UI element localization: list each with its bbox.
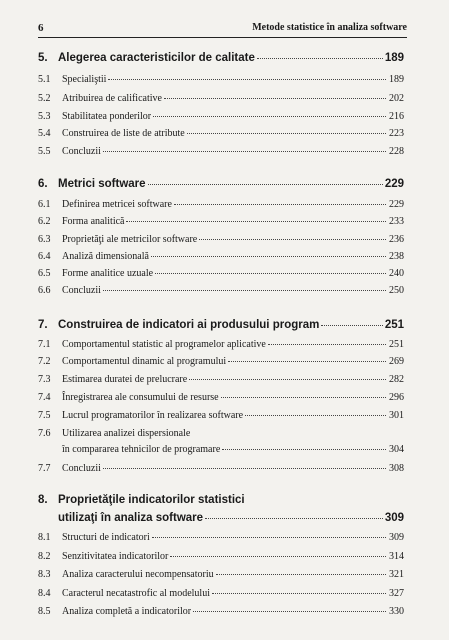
leader-dots [222,449,386,450]
toc-entry [38,428,404,439]
chapter-heading [38,494,404,506]
chapter-page: 189 [384,52,404,64]
entry-page: 296 [389,392,404,403]
toc-entry [38,251,404,262]
leader-dots [108,79,386,80]
entry-page: 202 [389,93,404,104]
entry-title: Analiză dimensională [62,251,149,262]
entry-page: 216 [389,111,404,122]
entry-page: 229 [389,199,404,210]
leader-dots [216,574,386,575]
leader-dots [155,273,386,274]
page-header [38,18,407,38]
leader-dots [221,397,386,398]
entry-title: Concluzii [62,146,101,157]
entry-title: Senzitivitatea indicatorilor [62,551,169,562]
entry-number: 7.1 [38,339,51,350]
leader-dots [152,537,386,538]
chapter-title-continued: utilizaţi în analiza software [58,512,204,524]
header-rule [38,37,407,38]
entry-title: Stabilitatea ponderilor [62,111,152,122]
entry-number: 8.5 [38,606,51,617]
entry-page: 282 [389,374,404,385]
entry-page: 321 [389,569,404,580]
toc-entry [38,111,404,122]
entry-page: 327 [389,588,404,599]
entry-title: Analiza caracterului necompensatoriu [62,569,214,580]
entry-number: 6.2 [38,216,51,227]
entry-number: 8.4 [38,588,51,599]
entry-number: 6.6 [38,285,51,296]
entry-number: 6.1 [38,199,51,210]
toc-entry [38,199,404,210]
entry-page: 314 [389,551,404,562]
leader-dots [199,239,386,240]
entry-title: Înregistrarea ale consumului de resurse [62,392,219,403]
entry-page: 236 [389,234,404,245]
entry-title: Atribuirea de calificative [62,93,162,104]
entry-number: 7.7 [38,463,51,474]
leader-dots [187,133,386,134]
entry-number: 8.3 [38,569,51,580]
leader-dots [174,204,386,205]
toc-entry [38,588,404,599]
entry-title: Specialiştii [62,74,107,85]
page-number: 6 [38,22,44,34]
entry-number: 5.3 [38,111,51,122]
entry-number: 5.5 [38,146,51,157]
toc-entry [38,285,404,296]
entry-number: 7.4 [38,392,51,403]
entry-title: Concluzii [62,285,101,296]
chapter-page: 251 [384,319,404,331]
leader-dots [153,116,386,117]
entry-page: 238 [389,251,404,262]
leader-dots [151,256,386,257]
chapter-heading-continuation [38,512,404,524]
toc-entry [38,374,404,385]
leader-dots [321,325,382,326]
leader-dots [103,290,386,291]
leader-dots [257,58,383,59]
leader-dots [103,151,386,152]
entry-page: 228 [389,146,404,157]
entry-page: 308 [389,463,404,474]
entry-page: 189 [389,74,404,85]
chapter-title: Metrici software [58,178,146,190]
chapter-title: Construirea de indicatori ai produsului program [58,319,320,331]
chapter-title: Alegerea caracteristicilor de calitate [58,52,255,64]
entry-title: Analiza completă a indicatorilor [62,606,192,617]
toc-entry [38,392,404,403]
leader-dots [126,221,386,222]
entry-title: Utilizarea analizei dispersionale [62,428,191,439]
toc-entry [38,93,404,104]
entry-number: 8.1 [38,532,51,543]
chapter-number: 8. [38,494,48,506]
entry-title: Structuri de indicatori [62,532,150,543]
toc-entry [38,339,404,350]
toc-entry [38,463,404,474]
toc-entry [38,410,404,421]
toc-entry-continuation [38,444,404,455]
entry-page: 240 [389,268,404,279]
chapter-number: 5. [38,52,48,64]
leader-dots [170,556,386,557]
entry-number: 8.2 [38,551,51,562]
leader-dots [268,344,386,345]
entry-title: Proprietăţi ale metricilor software [62,234,198,245]
toc-entry [38,606,404,617]
entry-page: 250 [389,285,404,296]
entry-title: Lucrul programatorilor în realizarea software [62,410,244,421]
chapter-heading [38,319,404,331]
chapter-heading [38,52,404,64]
running-title: Metode statistice în analiza software [252,22,407,33]
leader-dots [148,184,383,185]
entry-number: 5.2 [38,93,51,104]
leader-dots [245,415,386,416]
entry-number: 7.5 [38,410,51,421]
toc-entry [38,268,404,279]
chapter-page: 229 [384,178,404,190]
entry-number: 5.4 [38,128,51,139]
leader-dots [103,468,386,469]
entry-title: Caracterul necatastrofic al modelului [62,588,210,599]
chapter-title: Proprietăţile indicatorilor statistici [58,494,245,506]
toc-entry [38,532,404,543]
toc-entry [38,551,404,562]
toc-entry [38,216,404,227]
entry-title: Comportamentul statistic al programelor aplicative [62,339,266,350]
entry-number: 6.3 [38,234,51,245]
entry-title-continued: în compararea tehnicilor de programare [62,444,221,455]
toc-entry [38,74,404,85]
entry-number: 5.1 [38,74,51,85]
toc-entry [38,146,404,157]
leader-dots [228,361,386,362]
toc-entry [38,356,404,367]
entry-title: Concluzii [62,463,101,474]
entry-title: Definirea metricei software [62,199,172,210]
leader-dots [205,518,383,519]
entry-number: 6.4 [38,251,51,262]
entry-number: 6.5 [38,268,51,279]
leader-dots [164,98,386,99]
chapter-page: 309 [384,512,404,524]
entry-page: 223 [389,128,404,139]
leader-dots [193,611,386,612]
chapter-number: 7. [38,319,48,331]
entry-title: Estimarea duratei de prelucrare [62,374,188,385]
entry-page: 301 [389,410,404,421]
toc-entry [38,128,404,139]
leader-dots [212,593,386,594]
entry-page: 330 [389,606,404,617]
entry-page: 251 [389,339,404,350]
entry-number: 7.6 [38,428,51,439]
leader-dots [189,379,386,380]
entry-title: Forme analitice uzuale [62,268,154,279]
entry-page: 309 [389,532,404,543]
toc-entry [38,234,404,245]
entry-page: 269 [389,356,404,367]
entry-number: 7.2 [38,356,51,367]
toc-entry [38,569,404,580]
entry-title: Comportamentul dinamic al programului [62,356,227,367]
entry-number: 7.3 [38,374,51,385]
chapter-number: 6. [38,178,48,190]
chapter-heading [38,178,404,190]
entry-page: 233 [389,216,404,227]
entry-title: Construirea de liste de atribute [62,128,185,139]
entry-title: Forma analitică [62,216,125,227]
entry-page: 304 [389,444,404,455]
